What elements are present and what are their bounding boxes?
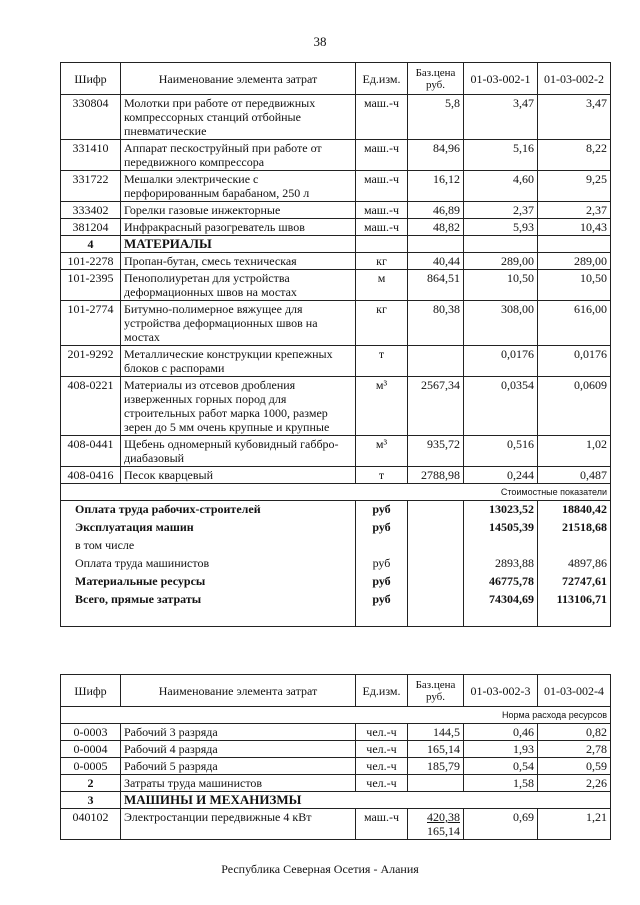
row-value-1: 4,60	[464, 171, 538, 202]
price-bottom: 165,14	[427, 824, 460, 838]
row-value-2: 2,26	[538, 775, 611, 792]
price-top: 420,38	[427, 810, 460, 824]
row-value-2: 8,22	[538, 140, 611, 171]
table-row	[61, 346, 611, 377]
row-code: 333402	[61, 202, 121, 219]
cost-label: Оплата труда рабочих-строителей	[61, 501, 356, 519]
table-header-row	[61, 63, 611, 95]
table-row	[61, 758, 611, 775]
row-value-1: 308,00	[464, 301, 538, 346]
table-row	[61, 724, 611, 741]
row-price: 80,38	[408, 301, 464, 346]
cost-label: Оплата труда машинистов	[61, 555, 356, 573]
row-code: 101-2774	[61, 301, 121, 346]
row-price	[408, 809, 464, 840]
header-name: Наименование элемента затрат	[121, 63, 356, 95]
section-code: 4	[61, 236, 121, 253]
cost-row	[61, 519, 611, 537]
row-price	[408, 346, 464, 377]
row-value-1: 1,58	[464, 775, 538, 792]
row-name: Металлические конструкции крепежных блоков с распорами	[121, 346, 356, 377]
row-price: 16,12	[408, 171, 464, 202]
row-name: Рабочий 5 разряда	[121, 758, 356, 775]
row-unit: маш.-ч	[356, 202, 408, 219]
row-value-1: 0,516	[464, 436, 538, 467]
row-name: Пропан-бутан, смесь техническая	[121, 253, 356, 270]
row-price: 144,5	[408, 724, 464, 741]
cost-value-1: 14505,39	[464, 519, 538, 537]
table-row	[61, 253, 611, 270]
header-code: Шифр	[61, 63, 121, 95]
row-unit: м³	[356, 377, 408, 436]
row-price: 46,89	[408, 202, 464, 219]
cost-header-row	[61, 484, 611, 501]
row-name: Битумно-полимерное вяжущее для устройства деформационных швов на мостах	[121, 301, 356, 346]
row-name: Материалы из отсевов дробления изверженных горных пород для строительных работ марка 1000, размер зерен до 5 мм очень крупные и крупные	[121, 377, 356, 436]
section-row	[61, 236, 611, 253]
cost-value-2: 21518,68	[538, 519, 611, 537]
cost-value-2: 18840,42	[538, 501, 611, 519]
table-row	[61, 301, 611, 346]
row-price: 935,72	[408, 436, 464, 467]
row-value-2: 2,78	[538, 741, 611, 758]
cost-unit: руб	[356, 519, 408, 537]
cost-value-2: 4897,86	[538, 555, 611, 573]
row-value-2: 289,00	[538, 253, 611, 270]
row-unit: м³	[356, 436, 408, 467]
row-value-2: 0,59	[538, 758, 611, 775]
header-code: Шифр	[61, 675, 121, 707]
section-title: МАТЕРИАЛЫ	[121, 236, 356, 253]
section-code: 3	[61, 792, 121, 809]
row-value-1: 0,0176	[464, 346, 538, 377]
norm-header: Норма расхода ресурсов	[61, 707, 611, 724]
row-name: Щебень одномерный кубовидный габбро-диабазовый	[121, 436, 356, 467]
table-row	[61, 219, 611, 236]
row-code: 040102	[61, 809, 121, 840]
row-value-2: 1,21	[538, 809, 611, 840]
row-price: 40,44	[408, 253, 464, 270]
header-price: Баз.цена руб.	[408, 675, 464, 707]
row-value-1: 0,54	[464, 758, 538, 775]
footer-region: Республика Северная Осетия - Алания	[221, 862, 419, 876]
row-code: 0-0005	[61, 758, 121, 775]
machinist-labor-row	[61, 775, 611, 792]
row-name: Аппарат пескоструйный при работе от передвижного компрессора	[121, 140, 356, 171]
row-unit: маш.-ч	[356, 219, 408, 236]
row-value-2: 10,43	[538, 219, 611, 236]
row-price: 2567,34	[408, 377, 464, 436]
row-price: 84,96	[408, 140, 464, 171]
row-value-1: 2,37	[464, 202, 538, 219]
row-code: 2	[61, 775, 121, 792]
row-name: Рабочий 3 разряда	[121, 724, 356, 741]
cost-unit: руб	[356, 591, 408, 609]
row-code: 408-0221	[61, 377, 121, 436]
header-norm-2: 01-03-002-2	[538, 63, 611, 95]
section-title: МАШИНЫ И МЕХАНИЗМЫ	[121, 792, 611, 809]
row-unit: кг	[356, 253, 408, 270]
row-value-1: 0,244	[464, 467, 538, 484]
row-name: Затраты труда машинистов	[121, 775, 356, 792]
norm-header-row	[61, 707, 611, 724]
row-unit: м	[356, 270, 408, 301]
row-name: Рабочий 4 разряда	[121, 741, 356, 758]
cost-value-1	[464, 537, 538, 555]
header-norm-4: 01-03-002-4	[538, 675, 611, 707]
table-row	[61, 377, 611, 436]
row-code: 0-0004	[61, 741, 121, 758]
table-row	[61, 467, 611, 484]
row-unit: маш.-ч	[356, 809, 408, 840]
row-unit: чел.-ч	[356, 741, 408, 758]
header-unit: Ед.изм.	[356, 63, 408, 95]
row-value-2: 0,82	[538, 724, 611, 741]
row-price: 165,14	[408, 741, 464, 758]
row-code: 408-0416	[61, 467, 121, 484]
row-price	[408, 775, 464, 792]
row-code: 101-2278	[61, 253, 121, 270]
resource-table-1	[60, 62, 611, 627]
row-value-1: 0,69	[464, 809, 538, 840]
row-price: 5,8	[408, 95, 464, 140]
row-unit: маш.-ч	[356, 95, 408, 140]
cost-label: Всего, прямые затраты	[61, 591, 356, 609]
row-value-1: 289,00	[464, 253, 538, 270]
row-unit: чел.-ч	[356, 724, 408, 741]
row-code: 0-0003	[61, 724, 121, 741]
row-code: 381204	[61, 219, 121, 236]
table-row	[61, 436, 611, 467]
row-value-2: 0,0609	[538, 377, 611, 436]
row-value-1: 5,16	[464, 140, 538, 171]
cost-row	[61, 591, 611, 609]
cost-unit: руб	[356, 573, 408, 591]
row-code: 201-9292	[61, 346, 121, 377]
row-name: Мешалки электрические с перфорированным барабаном, 250 л	[121, 171, 356, 202]
row-value-2: 1,02	[538, 436, 611, 467]
cost-value-2: 113106,71	[538, 591, 611, 609]
cost-unit: руб	[356, 501, 408, 519]
row-code: 330804	[61, 95, 121, 140]
cost-value-1: 74304,69	[464, 591, 538, 609]
row-name: Молотки при работе от передвижных компрессорных станций отбойные пневматические	[121, 95, 356, 140]
row-price: 48,82	[408, 219, 464, 236]
row-value-1: 10,50	[464, 270, 538, 301]
header-price: Баз.цена руб.	[408, 63, 464, 95]
header-norm-3: 01-03-002-3	[464, 675, 538, 707]
row-value-1: 1,93	[464, 741, 538, 758]
row-value-2: 10,50	[538, 270, 611, 301]
cost-unit: руб	[356, 555, 408, 573]
table-row	[61, 140, 611, 171]
row-code: 331722	[61, 171, 121, 202]
row-unit: кг	[356, 301, 408, 346]
row-price: 185,79	[408, 758, 464, 775]
cost-row	[61, 555, 611, 573]
row-code: 101-2395	[61, 270, 121, 301]
cost-unit	[356, 537, 408, 555]
table-header-row	[61, 675, 611, 707]
header-norm-1: 01-03-002-1	[464, 63, 538, 95]
page-number: 38	[313, 34, 327, 49]
row-price: 864,51	[408, 270, 464, 301]
row-unit: чел.-ч	[356, 775, 408, 792]
cost-value-1: 46775,78	[464, 573, 538, 591]
row-code: 408-0441	[61, 436, 121, 467]
table-row	[61, 270, 611, 301]
row-unit: т	[356, 346, 408, 377]
table-row	[61, 202, 611, 219]
row-name: Электростанции передвижные 4 кВт	[121, 809, 356, 840]
cost-label: Эксплуатация машин	[61, 519, 356, 537]
cost-row	[61, 501, 611, 519]
row-value-1: 3,47	[464, 95, 538, 140]
row-code: 331410	[61, 140, 121, 171]
section-row	[61, 792, 611, 809]
cost-value-1: 13023,52	[464, 501, 538, 519]
row-unit: маш.-ч	[356, 171, 408, 202]
row-value-1: 5,93	[464, 219, 538, 236]
row-name: Горелки газовые инжекторные	[121, 202, 356, 219]
row-unit: т	[356, 467, 408, 484]
cost-label: в том числе	[61, 537, 356, 555]
table-row	[61, 741, 611, 758]
row-value-1: 0,46	[464, 724, 538, 741]
row-name: Песок кварцевый	[121, 467, 356, 484]
cost-value-2	[538, 537, 611, 555]
table-row	[61, 171, 611, 202]
row-price: 2788,98	[408, 467, 464, 484]
cost-row	[61, 537, 611, 555]
cost-value-1: 2893,88	[464, 555, 538, 573]
row-value-2: 2,37	[538, 202, 611, 219]
cost-row	[61, 573, 611, 591]
table-row	[61, 95, 611, 140]
row-value-2: 616,00	[538, 301, 611, 346]
row-value-2: 9,25	[538, 171, 611, 202]
row-name: Пенополиуретан для устройства деформационных швов на мостах	[121, 270, 356, 301]
table-row	[61, 809, 611, 840]
spacer-row	[61, 609, 611, 627]
row-value-2: 0,487	[538, 467, 611, 484]
cost-value-2: 72747,61	[538, 573, 611, 591]
row-name: Инфракрасный разогреватель швов	[121, 219, 356, 236]
cost-header: Стоимостные показатели	[61, 484, 611, 501]
resource-table-2	[60, 674, 611, 840]
cost-label: Материальные ресурсы	[61, 573, 356, 591]
header-unit: Ед.изм.	[356, 675, 408, 707]
row-unit: чел.-ч	[356, 758, 408, 775]
header-name: Наименование элемента затрат	[121, 675, 356, 707]
row-unit: маш.-ч	[356, 140, 408, 171]
row-value-2: 3,47	[538, 95, 611, 140]
row-value-1: 0,0354	[464, 377, 538, 436]
row-value-2: 0,0176	[538, 346, 611, 377]
